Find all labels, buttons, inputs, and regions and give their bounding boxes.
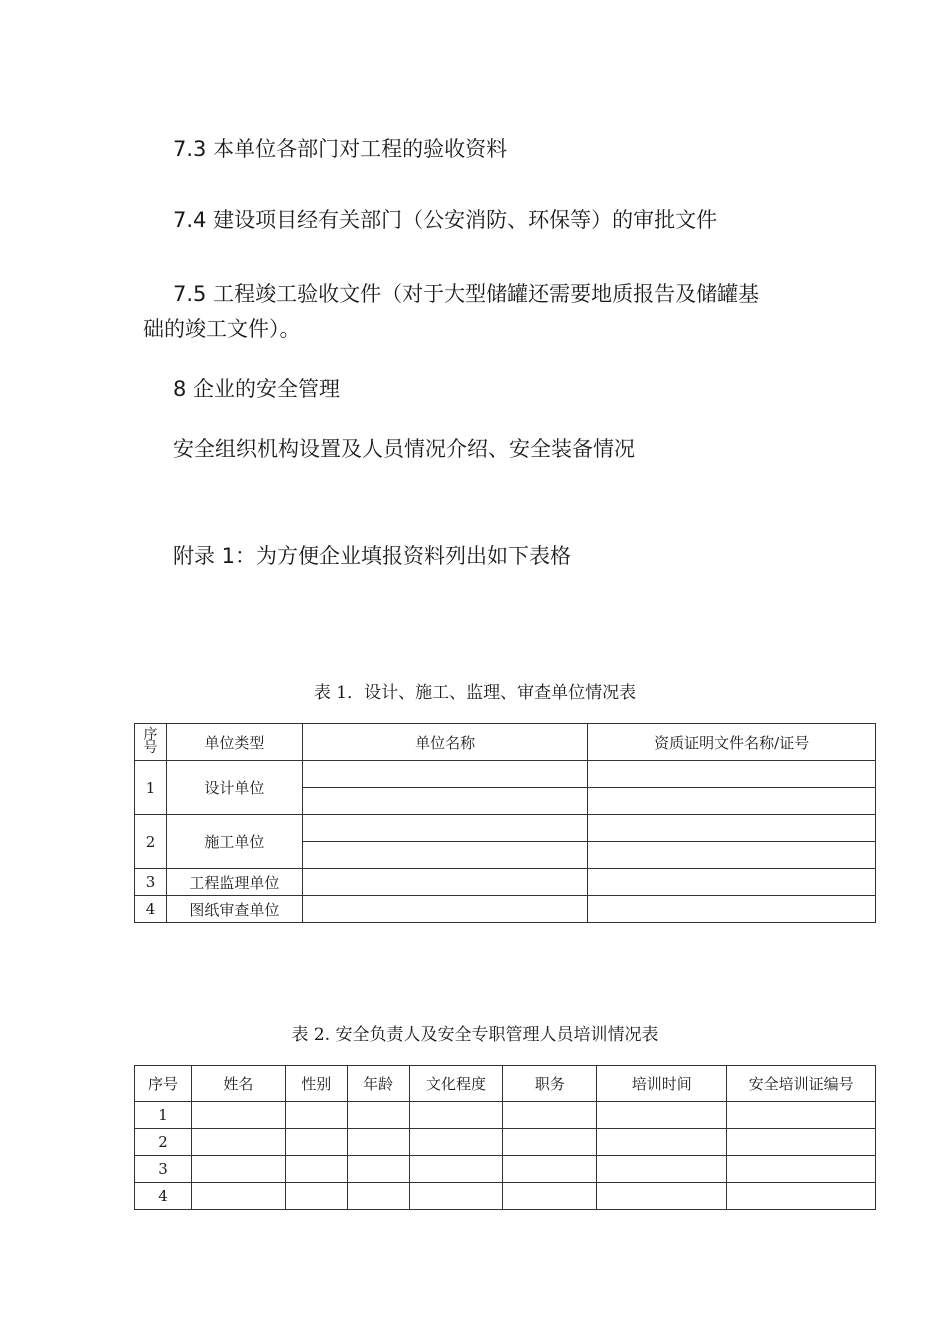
unit-name-cell[interactable] — [302, 842, 588, 869]
gender-cell[interactable] — [285, 1102, 347, 1129]
position-cell[interactable] — [503, 1102, 597, 1129]
row-seq: 2 — [135, 815, 167, 869]
row-unit-type: 图纸审查单位 — [166, 896, 302, 923]
name-cell[interactable] — [191, 1183, 285, 1210]
row-seq: 1 — [135, 761, 167, 815]
row-seq: 4 — [135, 1183, 192, 1210]
table1-caption: 表 1．设计、施工、监理、审查单位情况表 — [313, 683, 637, 703]
row-seq: 3 — [135, 1156, 192, 1183]
header-age: 年龄 — [347, 1066, 409, 1102]
table2-header-row — [135, 1066, 876, 1102]
header-education: 文化程度 — [409, 1066, 503, 1102]
training-table — [134, 1065, 876, 1210]
table-row — [135, 815, 876, 842]
units-table — [134, 723, 876, 923]
section-8-body: 安全组织机构设置及人员情况介绍、安全装备情况 — [173, 437, 635, 461]
training-time-cell[interactable] — [597, 1102, 727, 1129]
cert-cell[interactable] — [588, 896, 876, 923]
cert-number-cell[interactable] — [727, 1156, 876, 1183]
row-seq: 4 — [135, 896, 167, 923]
row-seq: 3 — [135, 869, 167, 896]
age-cell[interactable] — [347, 1183, 409, 1210]
header-unit-type: 单位类型 — [166, 724, 302, 761]
education-cell[interactable] — [409, 1156, 503, 1183]
gender-cell[interactable] — [285, 1129, 347, 1156]
position-cell[interactable] — [503, 1183, 597, 1210]
cert-cell[interactable] — [588, 842, 876, 869]
cert-cell[interactable] — [588, 761, 876, 788]
education-cell[interactable] — [409, 1183, 503, 1210]
position-cell[interactable] — [503, 1129, 597, 1156]
header-seq-line2: 号 — [143, 740, 158, 756]
cert-cell[interactable] — [588, 788, 876, 815]
section-7-5-line1: 7.5 工程竣工验收文件（对于大型储罐还需要地质报告及储罐基 — [173, 282, 760, 306]
age-cell[interactable] — [347, 1129, 409, 1156]
row-unit-type: 设计单位 — [166, 761, 302, 815]
section-7-5-line2: 础的竣工文件）。 — [143, 317, 301, 341]
header-gender: 性别 — [285, 1066, 347, 1102]
name-cell[interactable] — [191, 1156, 285, 1183]
row-unit-type: 工程监理单位 — [166, 869, 302, 896]
table-row — [135, 1156, 876, 1183]
gender-cell[interactable] — [285, 1183, 347, 1210]
unit-name-cell[interactable] — [302, 788, 588, 815]
row-seq: 1 — [135, 1102, 192, 1129]
table-row — [135, 1102, 876, 1129]
age-cell[interactable] — [347, 1102, 409, 1129]
section-7-3: 7.3 本单位各部门对工程的验收资料 — [173, 137, 508, 161]
unit-name-cell[interactable] — [302, 761, 588, 788]
table-row — [135, 761, 876, 788]
training-time-cell[interactable] — [597, 1156, 727, 1183]
education-cell[interactable] — [409, 1129, 503, 1156]
header-name: 姓名 — [191, 1066, 285, 1102]
table-row — [135, 1183, 876, 1210]
header-unit-name: 单位名称 — [302, 724, 588, 761]
education-cell[interactable] — [409, 1102, 503, 1129]
cert-number-cell[interactable] — [727, 1129, 876, 1156]
table1-header-row — [135, 724, 876, 761]
cert-number-cell[interactable] — [727, 1183, 876, 1210]
row-seq: 2 — [135, 1129, 192, 1156]
row-unit-type: 施工单位 — [166, 815, 302, 869]
cert-number-cell[interactable] — [727, 1102, 876, 1129]
header-seq-line1: 序 — [143, 727, 158, 743]
header-seq-no: 序号 — [135, 1066, 192, 1102]
training-time-cell[interactable] — [597, 1129, 727, 1156]
gender-cell[interactable] — [285, 1156, 347, 1183]
cert-cell[interactable] — [588, 869, 876, 896]
unit-name-cell[interactable] — [302, 815, 588, 842]
table2-caption: 表 2. 安全负责人及安全专职管理人员培训情况表 — [291, 1025, 659, 1045]
appendix-1-text: 附录 1：为方便企业填报资料列出如下表格 — [173, 544, 572, 568]
unit-name-cell[interactable] — [302, 896, 588, 923]
unit-name-cell[interactable] — [302, 869, 588, 896]
table-row — [135, 1129, 876, 1156]
table-row — [135, 869, 876, 896]
header-cert: 资质证明文件名称/证号 — [588, 724, 876, 761]
age-cell[interactable] — [347, 1156, 409, 1183]
header-training-time: 培训时间 — [597, 1066, 727, 1102]
header-cert-number: 安全培训证编号 — [727, 1066, 876, 1102]
name-cell[interactable] — [191, 1102, 285, 1129]
training-time-cell[interactable] — [597, 1183, 727, 1210]
header-seq — [135, 724, 167, 761]
cert-cell[interactable] — [588, 815, 876, 842]
header-position: 职务 — [503, 1066, 597, 1102]
section-8-heading: 8 企业的安全管理 — [173, 377, 341, 401]
table-row — [135, 896, 876, 923]
section-7-4: 7.4 建设项目经有关部门（公安消防、环保等）的审批文件 — [173, 208, 718, 232]
name-cell[interactable] — [191, 1129, 285, 1156]
position-cell[interactable] — [503, 1156, 597, 1183]
